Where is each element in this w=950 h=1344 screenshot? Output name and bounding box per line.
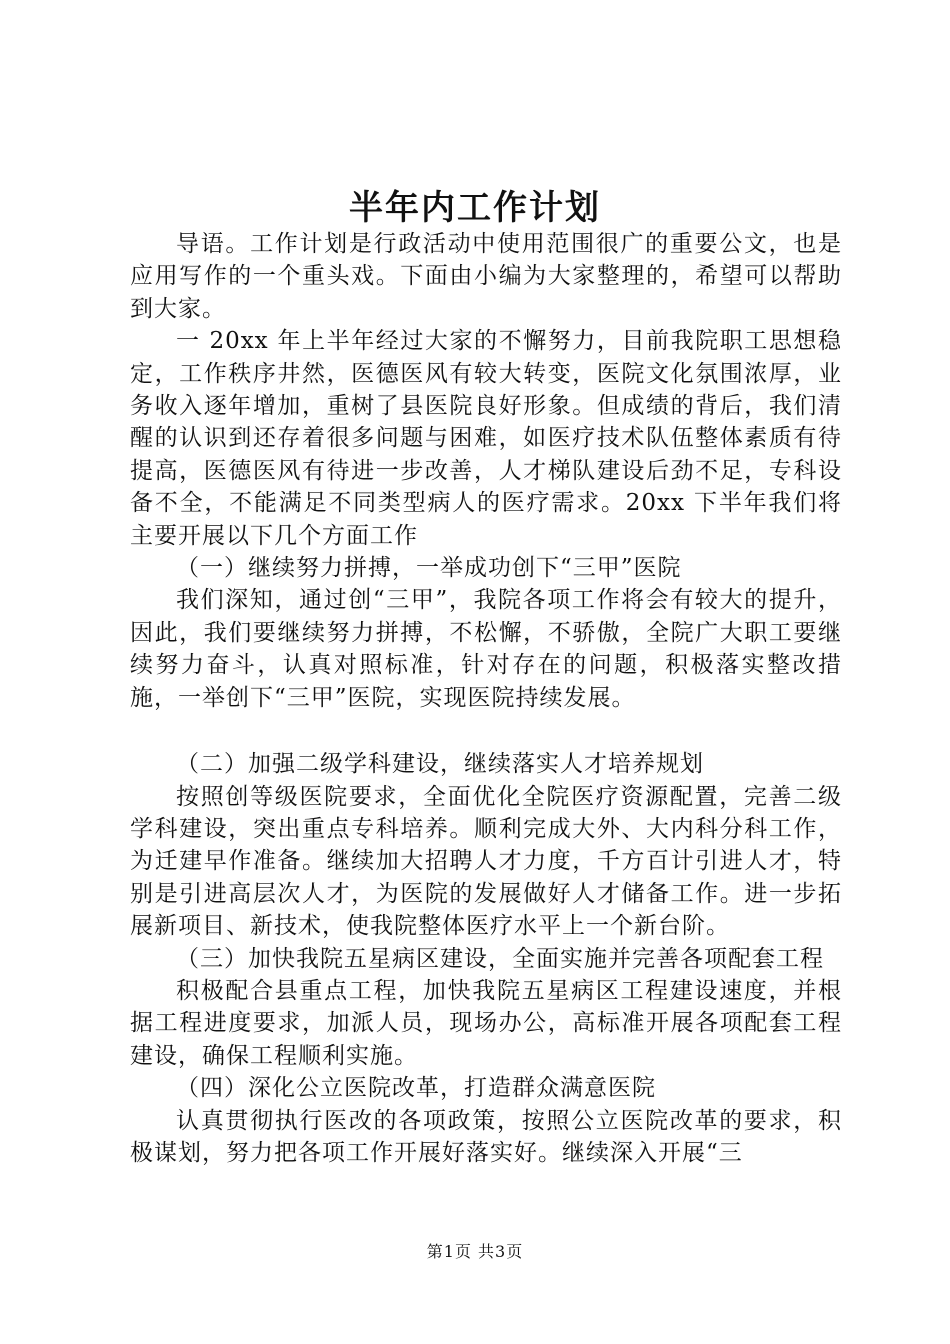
paragraph-intro: 导语。工作计划是行政活动中使用范围很广的重要公文，也是应用写作的一个重头戏。下面由小编为大家整理的，希望可以帮助到大家。 [130, 231, 842, 322]
paragraph-section-3: 积极配合县重点工程，加快我院五星病区工程建设速度，并根据工程进度要求，加派人员，现场办公，高标准开展各项配套工程建设，确保工程顺利实施。 [130, 977, 842, 1069]
section-heading-1: （一）继续努力拼搏，一举成功创下“三甲”医院 [176, 555, 682, 582]
paragraph-section-2: 按照创等级医院要求，全面优化全院医疗资源配置，完善二级学科建设，突出重点专科培养。顺利完成大外、大内科分科工作，为迁建早作准备。继续加大招聘人才力度，千方百计引进人才，特别是引进高层次人才，为医院的发展做好人才储备工作。进一步拓展新项目、新技术，使我院整体医疗水平上一个新台阶。 [130, 783, 842, 940]
page-number-footer: 第1页 共3页 [426, 1242, 524, 1261]
section-heading-2: （二）加强二级学科建设，继续落实人才培养规划 [176, 751, 704, 778]
section-heading-3: （三）加快我院五星病区建设，全面实施并完善各项配套工程 [176, 945, 824, 972]
document-body [130, 228, 842, 1169]
section-heading-4: （四）深化公立医院改革，打造群众满意医院 [176, 1075, 656, 1102]
document-title: 半年内工作计划 [349, 188, 601, 228]
paragraph-summary: 一 20xx 年上半年经过大家的不懈努力，目前我院职工思想稳定，工作秩序井然，医德医风有较大转变，医院文化氛围浓厚，业务收入逐年增加，重树了县医院良好形象。但成绩的背后，我们清醒的认识到还存着很多问题与困难，如医疗技术队伍整体素质有待提高，医德医风有待进一步改善，人才梯队建设后劲不足，专科设备不全，不能满足不同类型病人的医疗需求。20xx 下半年我们将主要开展以下几个方面工作 [130, 328, 842, 549]
paragraph-spacer [130, 714, 842, 748]
paragraph-section-4: 认真贯彻执行医改的各项政策，按照公立医院改革的要求，积极谋划，努力把各项工作开展好落实好。继续深入开展“三 [130, 1107, 842, 1166]
paragraph-section-1: 我们深知，通过创“三甲”，我院各项工作将会有较大的提升，因此，我们要继续努力拼搏，不松懈，不骄傲，全院广大职工要继续努力奋斗，认真对照标准，针对存在的问题，积极落实整改措施，一举创下“三甲”医院，实现医院持续发展。 [130, 587, 842, 711]
